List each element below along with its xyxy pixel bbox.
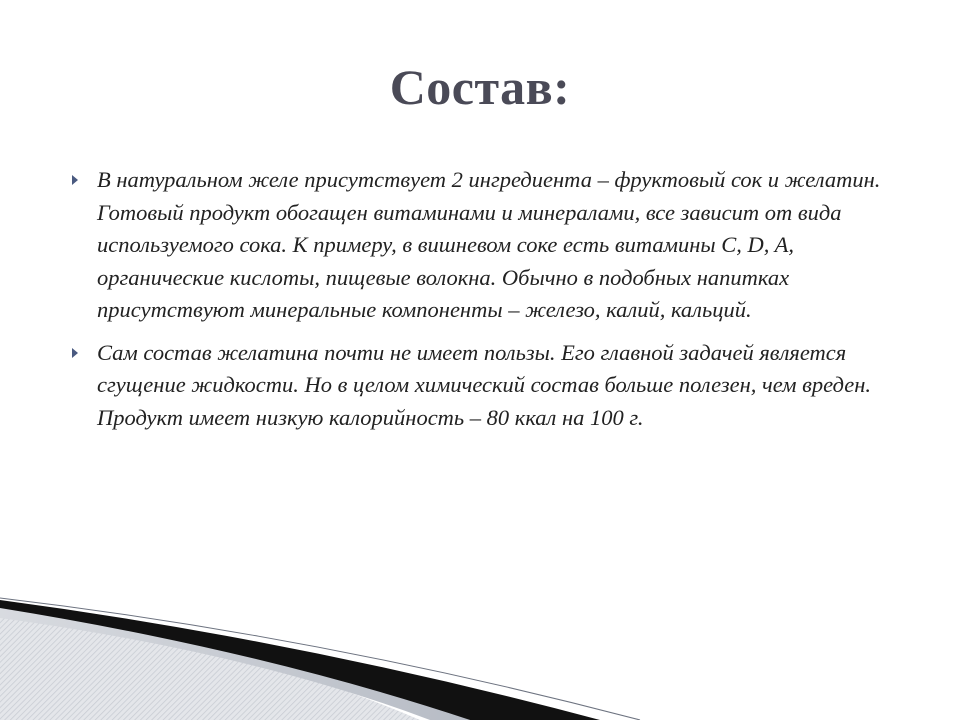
bullet-text: В натуральном желе присутствует 2 ингредиента – фруктовый сок и желатин. Готовый продукт обогащен витаминами и минералами, все зависит от вида используемого сока. К примеру, в вишневом соке есть витамины C, D, A, органические кислоты, пищевые волокна. Обычно в подобных напитках присутствуют минеральные компоненты – железо, калий, кальций. <box>97 167 881 322</box>
bullet-text: Сам состав желатина почти не имеет пользы. Его главной задачей является сгущение жидкости. Но в целом химический состав больше полезен, чем вреден. Продукт имеет низкую калорийность – 80 ккал на 100 г. <box>97 339 872 430</box>
slide-title: Состав: <box>389 59 571 115</box>
